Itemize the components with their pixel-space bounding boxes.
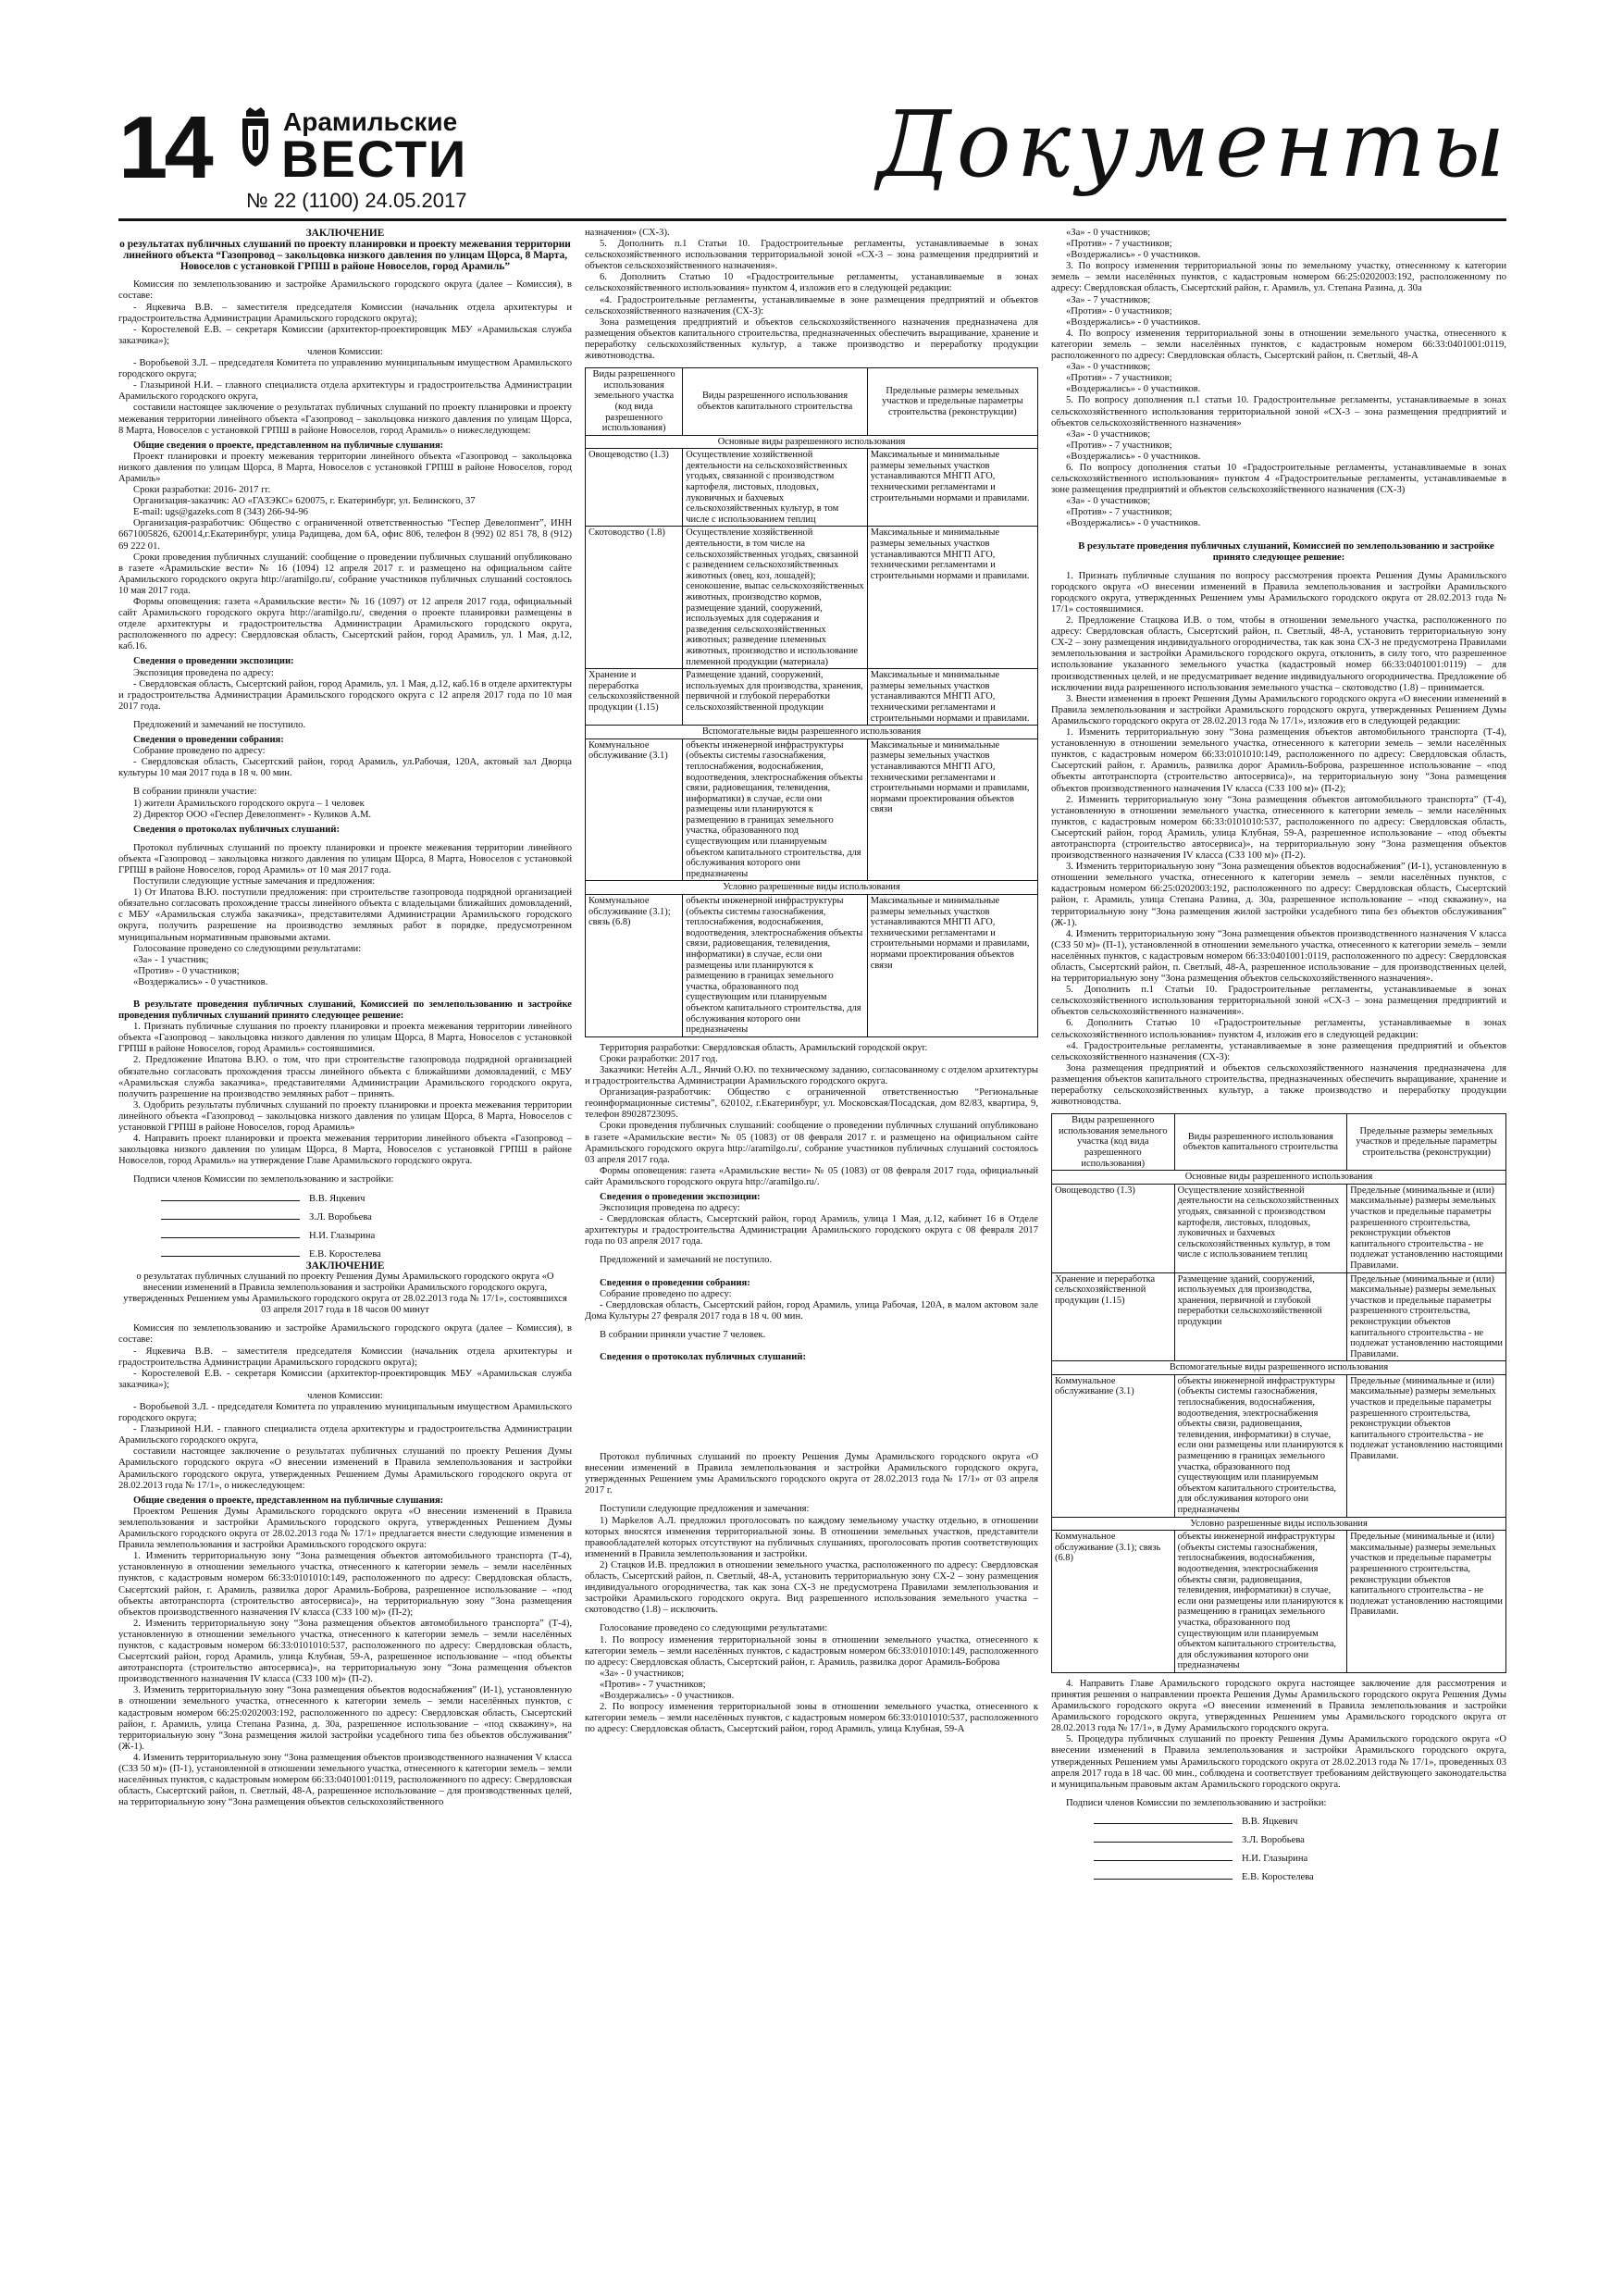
paragraph: Комиссия по землепользованию и застройке Арамильского городского округа (далее – Комиссия), в составе: (118, 1323, 572, 1346)
paragraph: Голосование проведено со следующими результатами: (133, 943, 362, 954)
paragraph: «За» - 0 участников; (1066, 228, 1151, 238)
paragraph: 2. По вопросу изменения территориальной зоны в отношении земельного участка, отнесенного к категории земель – земли населённых пунктов, с кадастровым номером 66:33:0101010:537, расположенного по адресу: Свердловская область, Сысертский район, город Арамиль, улица Клубная, 59-А (585, 1702, 1038, 1735)
masthead (118, 93, 1511, 222)
paragraph: «Против» - 7 участников; (1066, 239, 1172, 250)
conclusion-subtitle-1: о результатах публичных слушаний по проекту планировки и проекту межевания территории линейного объекта “Газопровод – закольцовка низкого давления по улицам Щорса, 8 Марта, Новоселов с установкой ГРПШ в районе Новоселов, город Арамиль” (119, 239, 571, 273)
table-subheader: Вспомогательные виды разрешенного использования (1052, 1361, 1506, 1375)
paragraph: 1. Изменить территориальную зону “Зона размещения объектов автомобильного транспорта (Т-4), установленную в отношении земельного участка, отнесенного к категории земель – земли населённых пунктов, с кадастровым номером 66:33:0101010:149, расположенного по адресу: Свердловская область, Сысертский район, г. Арамиль, развилка дорог Арамиль-Боброва, разрешенное использование – «под объекты автотранспорта (строительство автосервиса)», на территориальную зону “Зона размещения объектов производственного назначения IV класса (СЗЗ 100 м)» (П-2); (1051, 727, 1506, 794)
brand-line2: ВЕСТИ (281, 130, 468, 188)
paragraph: 6. По вопросу дополнения статьи 10 «Градостроительные регламенты, устанавливаемые в зонах сельскохозяйственного использования» пунктом 4 «Градостроительные регламенты, устанавливаемые в зоне размещения предприятий и объектов сельскохозяйственного назначения (СХ-3) (1051, 462, 1506, 496)
paragraph: Экспозиция проведена по адресу: (600, 1203, 740, 1214)
brand-line1: Арамильские (283, 107, 458, 136)
paragraph: Собрание проведено по адресу: (133, 746, 266, 757)
paragraph: «Против» - 7 участников; (1066, 440, 1172, 451)
table-row: Хранение и переработка сельскохозяйственной продукции (1.15) Размещение зданий, сооружений, используемых для производства, хранения, первичной и глубокой переработки сельскохозяйственной продукции Предельные (минимальные и (или) максимальные) размеры земельных участков и предельные параметры разрешенного строительства, реконструкции объектов капитального строительства - не подлежат установлению настоящими Правилами. (1052, 1272, 1506, 1361)
table-header: Предельные размеры земельных участков и предельные параметры строительства (реконструкции) (1347, 1114, 1506, 1171)
paragraph: - Свердловская область, Сысертский район, город Арамиль, улица 1 Мая, д.12, кабинет 16 в Отделе архитектуры и градостроительства Администрации Арамильского городского округа с 08 февраля 2017 года по 03 апреля 2017 года. (585, 1214, 1038, 1247)
paragraph: 1. Признать публичные слушания по вопросу рассмотрения проекта Решения Думы Арамильского городского округа «О внесении изменений в Правила землепользования и застройки Арамильского городского округа, утвержденных Решением умы Арамильского городского округа от 28.02.2013 года № 17/1» состоявшимися. (1051, 570, 1506, 614)
paragraph: «Воздержались» - 0 участников. (600, 1690, 735, 1701)
paragraph: - Воробьевой З.Л. – председателя Комитета по управлению муниципальным имуществом Арамильского городского округа; (118, 358, 572, 380)
paragraph: 1. Признать публичные слушания по проекту планировки и проекта межевания территории линейного объекта «Газопровод – закольцовка низкого давления по улицам Щорса, 8 Марта, Новоселов с установкой ГРПШ в районе Новоселов, город Арамиль» состоявшимися. (118, 1022, 572, 1055)
section-heading: Сведения о проведении экспозиции: (600, 1191, 761, 1202)
paragraph: «За» - 7 участников; (1066, 294, 1151, 305)
paragraph: Протокол публичных слушаний по проекту планировки и проекте межевания территории линейного объекта «Газопровод – закольцовка низкого давления по улицам Щорса, 8 Марта, Новоселов с установкой ГРПШ в районе Новоселов, город Арамиль» от 10 мая 2017 года. (118, 842, 572, 875)
header-rule (118, 218, 1506, 221)
table-row: Коммунальное обслуживание (3.1) объекты инженерной инфраструктуры (объекты системы газоснабжения, теплоснабжения, водоснабжения, водоотведения, электроснабжения объекты связи, радиовещания, телевидения, информатики) в случае, если они размещены или планируются к размещению в границах земельного участка, образованного под существующим или планируемым объектом капитального строительства, для обслуживания которого они предназначены Максимальные и минимальные размеры земельных участков устанавливаются МНГП АГО, техническими регламентами и строительными нормами и правилами, нормами проектирования объектов связи (586, 738, 1038, 881)
paragraph: Предложений и замечаний не поступило. (600, 1255, 773, 1266)
table-row: Скотоводство (1.8) Осуществление хозяйственной деятельности, в том числе на сельскохозяйственных угодьях, связанной с разведением сельскохозяйственных животных (овец, коз, лошадей); сенокошение, выпас сельскохозяйственных животных, производство кормов, размещение зданий, сооружений, используемых для содержания и разведения сельскохозяйственных животных; разведение племенных животных, производство и использование племенной продукции (материала) Максимальные и минимальные размеры земельных участков устанавливаются МНГП АГО, техническими регламентами и строительными нормами и правилами. (586, 527, 1038, 669)
paragraph: «Против» - 0 участников; (133, 965, 240, 976)
paragraph: Сроки разработки: 2017 год. (600, 1053, 718, 1064)
table-row: Хранение и переработка сельскохозяйственной продукции (1.15) Размещение зданий, сооружений, используемых для производства, хранения, первичной и глубокой переработки сельскохозяйственной продукции Максимальные и минимальные размеры земельных участков устанавливаются МНГП АГО, техническими регламентами и строительными нормами и правилами. (586, 669, 1038, 726)
paragraph: Сроки проведения публичных слушаний: сообщение о проведении публичных слушаний опубликовано в газете «Арамильские вести» № 16 (1094) 12 апреля 2017 г. и размещено на официальном сайте Арамильского городского округа http://aramilgo.ru/, собрание участников публичных слушаний состоялось 10 мая 2017 года. (118, 552, 572, 596)
section-heading: Сведения о проведении собрания: (600, 1277, 750, 1288)
paragraph: 5. Дополнить п.1 Статьи 10. Градостроительные регламенты, устанавливаемые в зонах сельскохозяйственного использования территориальной зоной «СХ-3 – зона размещения предприятий и объектов сельскохозяйственного назначения». (1051, 985, 1506, 1018)
paragraph: 3. Изменить территориальную зону “Зона размещения объектов водоснабжения” (И-1), установленную в отношении земельного участка, отнесенного к категории земель – земли населённых пунктов, с кадастровым номером 66:25:0202003:192, расположенного по адресу: Свердловская область, Сысертский район, г. Арамиль, улица Степана Разина, д. 30а, разрешенное использование – «под скважину», на территориальную зону “Зона размещения жилой застройки усадебного типа без объектов обслуживания” (Ж-1). (118, 1685, 572, 1752)
signature-line: Е.В. Коростелева (118, 1249, 572, 1260)
paragraph: «Против» - 0 участников; (1066, 305, 1172, 316)
paragraph: 1) От Ипатова В.Ю. поступили предложения: при строительстве газопровода подрядной организацией обязательно согласовать прохождение трассы линейного объекта с владельцами ближайших домовладений, с МБУ «Арамильская служба заказчика», представителями Администрации Арамильского городского округа, получить разрешение на производство земляных работ в порядке, предусмотренном муниципальным нормативным правовыми актами. (118, 887, 572, 943)
paragraph: составили настоящее заключение о результатах публичных слушаний по проекту Решения Думы Арамильского городского округа «О внесении изменений в Правила землепользования и застройки Арамильского городского округа, утвержденных Решением Думы Арамильского городского округа от 28.02.2013 года № 17/1», о нижеследующем: (118, 1446, 572, 1491)
paragraph: «Воздержались» - 0 участников. (1066, 451, 1201, 462)
paragraph: 3. Изменить территориальную зону “Зона размещения объектов водоснабжения” (И-1), установленную в отношении земельного участка, отнесенного к категории земель – земли населённых пунктов, с кадастровым номером 66:25:0202003:192, расположенного по адресу: Свердловская область, Сысертский район, г. Арамиль, улица Степана Разина, д. 30а, разрешенное использование – «под скважину», на территориальную зону “Зона размещения жилой застройки усадебного типа без объектов обслуживания” (Ж-1). (1051, 862, 1506, 928)
paragraph: назначения» (СХ-3). (585, 228, 670, 238)
paragraph: «Против» - 7 участников; (1066, 373, 1172, 384)
regulations-table-1 (585, 367, 1038, 1037)
conclusion-title-2: ЗАКЛЮЧЕНИЕ (305, 1260, 385, 1272)
paragraph: Организация-заказчик: АО «ГАЗЭКС» 620075, г. Екатеринбург, ул. Белинского, 37 (133, 496, 476, 507)
section-heading: Сведения о протоколах публичных слушаний: (600, 1352, 807, 1362)
paragraph: «За» - 0 участников; (1066, 362, 1151, 373)
paragraph: Формы оповещения: газета «Арамильские вести» № 05 (1083) от 08 февраля 2017 года, официальный сайт Арамильского городского округа http://aramilgo.ru/. (585, 1165, 1038, 1187)
signatures-intro: Подписи членов Комиссии по землепользованию и застройки: (133, 1174, 394, 1185)
paragraph: «Воздержались» - 0 участников. (1066, 518, 1201, 529)
paragraph: 5. По вопросу дополнения п.1 статьи 10. Градостроительные регламенты, устанавливаемые в зонах сельскохозяйственного использования территориальной зоной «СХ-3 – зона размещения предприятий и объектов сельскохозяйственного назначения» (1051, 395, 1506, 428)
paragraph: 5. Процедура публичных слушаний по проекту Решения Думы Арамильского городского округа «О внесении изменений в Правила землепользования и застройки Арамильского городского округа, утвержденных Решением умы Арамильского городского округа от 28.02.2013 года № 17/1», проведенных 03 апреля 2017 года в 18 час. 00 мин., соблюдена и соответствует требованиям действующего законодательства и муниципальным правовым актам Арамильского городского округа. (1051, 1734, 1506, 1790)
table-header-row (1052, 1114, 1506, 1171)
paragraph: «Воздержались» - 0 участников. (1066, 316, 1201, 328)
signature-line: В.В. Яцкевич (118, 1194, 572, 1205)
paragraph: 2. Изменить территориальную зону “Зона размещения объектов автомобильного транспорта” (Т-4), установленную в отношении земельного участка, отнесенного к категории земель – земли населённых пунктов, с кадастровым номером 66:33:0101010:537, расположенного по адресу: Свердловская область, Сысертский район, город Арамиль, улица Клубная, 59-А, разрешенное использование – «под объекты автотранспорта (строительство автосервиса)», на территориальную зону “Зона размещения объектов производственного назначения IV класса (СЗЗ 100 м)» (П-2). (1051, 794, 1506, 862)
paragraph: 3. По вопросу изменения территориальной зоны по земельному участку, отнесенному к категории земель – земли населённых пунктов, с кадастровым номером 66:25:0202003:192, расположенному по адресу: Свердловская область, Сысертский район, г. Арамиль, ул. Степана Разина, д. 30а (1051, 261, 1506, 294)
column-2 (585, 228, 1038, 2254)
table-header: Виды разрешенного использования объектов капитального строительства (683, 368, 867, 436)
page-number: 14 (118, 98, 210, 197)
paragraph: 5. Дополнить п.1 Статьи 10. Градостроительные регламенты, устанавливаемые в зонах сельскохозяйственного использования территориальной зоной «СХ-3 – зона размещения предприятий и объектов сельскохозяйственного назначения». (585, 239, 1038, 272)
paragraph: 4. Направить Главе Арамильского городского округа настоящее заключение для рассмотрения и принятия решения о направлении проекта Решения Думы Арамильского городского округа Решения Думы Арамильского городского округа «О внесении изменений в Правила землепользования и застройки Арамильского городского округа, утвержденных Решением умы Арамильского городского округа от 28.02.2013 года № 17/1», в Думу Арамильского городского округа. (1051, 1678, 1506, 1734)
paragraph: Зона размещения предприятий и объектов сельскохозяйственного назначения предназначена для размещения объектов капитального строительства, предназначенных обеспечить выращивание, хранение и переработку сельскохозяйственных культур, а также производство и переработку продукции животноводства. (585, 316, 1038, 362)
paragraph: В собрании приняли участие 7 человек. (600, 1329, 766, 1340)
paragraph: 1. Изменить территориальную зону “Зона размещения объектов автомобильного транспорта (Т-4), установленную в отношении земельного участка, отнесенного к категории земель – земли населённых пунктов, с кадастровым номером 66:33:0101010:149, расположенного по адресу: Свердловская область, Сысертский район, г. Арамиль, развилка дорог Арамиль-Боброва, разрешенное использование – «под объекты автотранспорта (строительство автосервиса)», на территориальную зону “Зона размещения объектов производственного назначения IV класса (СЗЗ 100 м)» (П-2); (118, 1551, 572, 1618)
paragraph: Экспозиция проведена по адресу: (133, 667, 274, 678)
signature-line: Н.И. Глазырина (1051, 1854, 1506, 1865)
paragraph: - Свердловская область, Сысертский район, город Арамиль, ул. 1 Мая, д.12, каб.16 в отделе архитектуры и градостроительства Администрации Арамильского городского округа с 12 апреля 2017 года по 10 мая 2017 года. (118, 678, 572, 712)
table-subheader: Условно разрешенные виды использования (1052, 1517, 1506, 1531)
section-heading: В результате проведения публичных слушаний, Комиссией по землепользованию и застройке проведения публичных слушаний принято следующее решение: (118, 999, 572, 1022)
paragraph: - Воробьевой З.Л. - председателя Комитета по управлению муниципальным имуществом Арамильского городского округа; (118, 1402, 572, 1424)
paragraph: 3. Одобрить результаты публичных слушаний по проекту планировки и проекта межевания территории линейного объекта «Газопровод – закольцовка низкого давления по улицам Щорса, 8 Марта, Новоселов с установкой ГРПШ в районе Новоселов, город Арамиль» (118, 1099, 572, 1134)
section-heading: Сведения о проведении собрания: (133, 735, 284, 746)
section-heading: Сведения о проведении экспозиции: (133, 656, 294, 667)
table-row: Коммунальное обслуживание (3.1); связь (6.8) объекты инженерной инфраструктуры (объекты системы газоснабжения, теплоснабжения, водоснабжения, водоотведения, электроснабжения объекты связи, радиовещания, телевидения, информатики) в случае, если они размещены или планируются к размещению в границах земельного участка, образованного под существующим или планируемым объектом капитального строительства, для обслуживания которого они предназначены Предельные (минимальные и (или) максимальные) размеры земельных участков и предельные параметры разрешенного строительства, реконструкции объектов капитального строительства - не подлежат установлению настоящими Правилами. (1052, 1531, 1506, 1673)
paragraph: Формы оповещения: газета «Арамильские вести» № 16 (1097) от 12 апреля 2017 года, официальный сайт Арамильского городского округа http://aramilgo.ru/, сведения о проекте планировки размещены в отделе архитектуры и градостроительства Администрации Арамильского городского округа, расположенного по адресу: Свердловская область, Сысертский район, город Арамиль, ул. 1 Мая, д.12, каб.16. (118, 597, 572, 652)
conclusion-subtitle-2: о результатах публичных слушаний по проекту Решения Думы Арамильского городского округа «О внесении изменений в Правила землепользования и застройки Арамильского городского округа, утвержденных Решением умы Арамильского городского округа от 28.02.2013 года № 17/1», состоявшихся 03 апреля 2017 года в 18 часов 00 минут (123, 1271, 567, 1316)
paragraph: «Против» - 7 участников; (600, 1679, 706, 1690)
paragraph: Проект планировки и проекту межевания территории линейного объекта «Газопровод – закольцовка низкого давления по улицам Щорса, 8 Марта, Новоселов с установкой ГРПШ в районе Новоселов, город Арамиль» (118, 451, 572, 484)
column-3 (1051, 228, 1506, 2254)
coat-of-arms-icon (239, 105, 272, 168)
paragraph: - Яцкевича В.В. – заместителя председателя Комиссии (начальник отдела архитектуры и градостроительства Администрации Арамильского городского округа); (118, 302, 572, 324)
section-heading: Сведения о протоколах публичных слушаний: (133, 824, 341, 835)
paragraph: Голосование проведено со следующими результатами: (600, 1623, 828, 1634)
paragraph: «Против» - 7 участников; (1066, 507, 1172, 518)
paragraph: Территория разработки: Свердловская область, Арамильский городской округ. (600, 1042, 928, 1053)
table-header: Предельные размеры земельных участков и предельные параметры строительства (реконструкции) (867, 368, 1037, 436)
signatures-intro: Подписи членов Комиссии по землепользованию и застройки: (1066, 1797, 1327, 1808)
paragraph: В собрании приняли участие: (133, 787, 257, 798)
paragraph: 2. Предложение Стацкова И.В. о том, чтобы в отношении земельного участка, расположенного по адресу: Свердловская область, Сысертский район, п. Светлый, 48-А, установить территориальную зону СХ-2 – зону размещения индивидуального огородничества, так как зона СХ-3 не предусмотрена Правилами землепользования и застройки Арамильского городского округа, отклонить, в силу того, что разрешенное использование указанного земельного участка (кадастровый номер 66:33:0401001:0119) – для производственных целей, и не предусматривает ведение индивидуального огородничества. Предложение об исключении вида разрешенного использования земельного участка – скотоводство (1.8) – принимается. (1051, 615, 1506, 693)
table-header: Виды разрешенного использования земельного участка (код вида разрешенного использования) (586, 368, 683, 436)
table-header: Виды разрешенного использования объектов капитального строительства (1174, 1114, 1347, 1171)
paragraph: - Коростелевой Е.В. - секретаря Комиссии (архитектор-проектировщик МБУ «Арамильская служба заказчика»); (118, 1368, 572, 1390)
paragraph: Комиссия по землепользованию и застройке Арамильского городского округа (далее – Комиссия), в составе: (118, 279, 572, 302)
table-subheader: Основные виды разрешенного использования (586, 435, 1038, 449)
paragraph: 1) Марkелов А.Л. предложил проголосовать по каждому земельному участку отдельно, в отношении которых вносятся изменения территориальной зоны. В отношении земельных участков, представители правообладателей которых отсутствуют на публичных слушаниях, проголосовать против соответствующих изменений в Правила землепользования и застройки. (585, 1515, 1038, 1559)
paragraph: 4. Направить проект планировки и проекта межевания территории линейного объекта «Газопровод – закольцовка низкого давления по улицам Щорса, 8 Марта, Новоселов с установкой ГРПШ в районе Новоселов, город Арамиль» на утверждение Главе Арамильского городского округа. (118, 1134, 572, 1167)
paragraph: 2) Стацков И.В. предложил в отношении земельного участка, расположенного по адресу: Свердловская область, Сысертский район, п. Светлый, 48-А, установить территориальную зону СХ-2 – зону размещения индивидуального огородничества, так как зона СХ-3 не предусмотрена Правилами землепользования и застройки Арамильского городского округа. Вид разрешенного использования земельного участка – скотоводство (1.8) – исключить. (585, 1559, 1038, 1616)
table-subheader: Вспомогательные виды разрешенного использования (586, 726, 1038, 739)
signature-line: З.Л. Воробьева (1051, 1835, 1506, 1846)
signature-line: Е.В. Коростелева (1051, 1872, 1506, 1883)
column-1 (118, 228, 572, 2254)
paragraph: Сроки проведения публичных слушаний: сообщение о проведении публичных слушаний опубликовано в газете «Арамильские вести» № 05 (1083) от 08 февраля 2017 г. и размещено на официальном сайте Арамильского городского округа http://aramilgo.ru/, собрание участников публичных слушаний состоялось 03 апреля 2017 года. (585, 1121, 1038, 1165)
signature-line: Н.И. Глазырина (118, 1231, 572, 1242)
section-heading: Общие сведения о проекте, представленном на публичные слушания: (133, 440, 444, 451)
paragraph: 3. Внести изменения в проект Решения Думы Арамильского городского округа «О внесении изменений в Правила землепользования и застройки Арамильского городского округа, утвержденных Решением Думы Арамильского городского округа от 28.02.2013 года № 17/1», изложив его в следующей редакции: (1051, 693, 1506, 726)
section-heading: Общие сведения о проекте, представленном на публичные слушания: (133, 1495, 444, 1506)
paragraph: 4. Изменить территориальную зону “Зона размещения объектов производственного назначения V класса (СЗЗ 50 м)» (П-1), установленной в отношении земельного участка, отнесенного к категории земель – земли населённых пунктов, с кадастровым номером 66:33:0401001:0119, расположенного по адресу: Свердловская область, Сысертский район, п. Светлый, 48-А, разрешенное использование – для производственных целей, на территориальную зону “Зона размещения объектов сельскохозяйственного (118, 1752, 572, 1808)
paragraph: 4. По вопросу изменения территориальной зоны в отношении земельного участка, отнесенного к категории земель – земли населённых пунктов, с кадастровым номером 66:33:0401001:0119, расположенного по адресу: Свердловская область, Сысертский район, п. Светлый, 48-А (1051, 328, 1506, 362)
table-row: Овощеводство (1.3) Осуществление хозяйственной деятельности на сельскохозяйственных угодьях, связанной с производством картофеля, листовых, плодовых, луковичных и бахчевых сельскохозяйственных культур, в том числе с использованием теплиц Предельные (минимальные и (или) максимальные) размеры земельных участков и предельные параметры разрешенного строительства, реконструкции объектов капитального строительства - не подлежат установлению настоящими Правилами. (1052, 1184, 1506, 1272)
paragraph: Заказчики: Нетейн А.Л., Янчий О.Ю. по техническому заданию, согласованному с отделом архитектуры и градостроительства Администрации Арамильского городского округа. (585, 1064, 1038, 1087)
paragraph: «4. Градостроительные регламенты, устанавливаемые в зоне размещения предприятий и объектов сельскохозяйственного назначения (СХ-3): (585, 294, 1038, 316)
paragraph: 1. По вопросу изменения территориальной зоны в отношении земельного участка, отнесенного к категории земель – земли населённых пунктов, с кадастровым номером 66:33:0101010:149, расположенного по адресу: Свердловская область, Сысертский район, г. Арамиль, развилка дорог Арамиль-Боброва (585, 1634, 1038, 1668)
paragraph: «Воздержались» - 0 участников. (1066, 384, 1201, 395)
table-row: Коммунальное обслуживание (3.1) объекты инженерной инфраструктуры (объекты системы газоснабжения, теплоснабжения, водоснабжения, водоотведения, электроснабжения объекты связи, радиовещания, телевидения, информатики) в случае, если они размещены или планируются к размещению в границах земельного участка, образованного под существующим или планируемым объектом капитального строительства, для обслуживания которого они предназначены Предельные (минимальные и (или) максимальные) размеры земельных участков и предельные параметры разрешенного строительства, реконструкции объектов капитального строительства - не подлежат установлению настоящими Правилами. (1052, 1374, 1506, 1517)
paragraph: 6. Дополнить Статью 10 «Градостроительные регламенты, устанавливаемые в зонах сельскохозяйственного использования» пунктом 4, изложив его в следующей редакции: (1051, 1018, 1506, 1040)
table-subheader: Условно разрешенные виды использования (586, 881, 1038, 895)
table-row: Овощеводство (1.3) Осуществление хозяйственной деятельности на сельскохозяйственных угодьях, связанной с производством картофеля, листовых, плодовых, луковичных и бахчевых сельскохозяйственных культур, в том числе с использованием теплиц Максимальные и минимальные размеры земельных участков устанавливаются МНГП АГО, техническими регламентами и строительными нормами и правилами. (586, 449, 1038, 527)
paragraph: Организация-разработчик: Общество с ограниченной ответственностью “Региональные геоинформационные системы”, 620102, г.Екатеринбург, ул. Московская/Посадская, дом 82/83, квартира, 9, телефон 89028723095. (585, 1087, 1038, 1121)
paragraph: 1) жители Арамильского городского округа – 1 человек (133, 798, 365, 809)
signature-line: В.В. Яцкевич (1051, 1817, 1506, 1828)
paragraph: Предложений и замечаний не поступило. (133, 719, 306, 730)
paragraph: 6. Дополнить Статью 10 «Градостроительные регламенты, устанавливаемые в зонах сельскохозяйственного использования» пунктом 4, изложив его в следующей редакции: (585, 272, 1038, 294)
paragraph: Собрание проведено по адресу: (600, 1288, 732, 1299)
table-row: Коммунальное обслуживание (3.1); связь (6.8) объекты инженерной инфраструктуры (объекты системы газоснабжения, теплоснабжения, водоснабжения, водоотведения, электроснабжения объекты связи, радиовещания, телевидения, информатики) в случае, если они размещены или планируются к размещению в границах земельного участка, образованного под существующим или планируемым объектом капитального строительства, для обслуживания которого они предназначены Максимальные и минимальные размеры земельных участков устанавливаются МНГП АГО, техническими регламентами и строительными нормами и правилами, нормами проектирования объектов связи (586, 895, 1038, 1037)
paragraph: 4. Изменить территориальную зону “Зона размещения объектов производственного назначения V класса (СЗЗ 50 м)» (П-1), установленной в отношении земельного участка, отнесенного к категории земель – земли населённых пунктов, с кадастровым номером 66:33:0401001:0119, расположенного по адресу: Свердловская область, Сысертский район, п. Светлый, 48-А, разрешенное использование – для производственных целей, на территориальную зону “Зона размещения объектов сельскохозяйственного назначения». (1051, 928, 1506, 985)
paragraph: «За» - 0 участников; (1066, 496, 1151, 507)
paragraph: «За» - 0 участников; (600, 1668, 685, 1679)
table-subheader: Основные виды разрешенного использования (1052, 1171, 1506, 1185)
paragraph: 2) Директор ООО «Геспер Девелопмент» - Куликов А.М. (133, 809, 372, 820)
conclusion-title-1: ЗАКЛЮЧЕНИЕ (305, 228, 385, 239)
paragraph: Организация-разработчик: Общество с ограниченной ответственностью “Геспер Девелопмент”, ИНН 6671005826, 620014,г.Екатеринбург, улица Радищева, дом 6А, офис 806, телефон 8 (992) 02 851 78, 8 (912) 69 222 01. (118, 518, 572, 552)
section-heading: В результате проведения публичных слушаний, Комиссией по землепользованию и застройке принято следующее решение: (1078, 540, 1494, 563)
paragraph: членов Комиссии: (307, 1390, 383, 1401)
paragraph: Поступили следующие предложения и замечания: (600, 1504, 810, 1515)
paragraph: Проектом Решения Думы Арамильского городского округа «О внесении изменений в Правила землепользования и застройки Арамильского городского округа, утвержденных Решением Думы Арамильского городского округа от 28.02.2013 года № 17/1» предлагается внести следующие изменения в Правила землепользования и застройки Арамильского городского округа: (118, 1506, 572, 1551)
table-header: Виды разрешенного использования земельного участка (код вида разрешенного использования) (1052, 1114, 1175, 1171)
paragraph: - Свердловская область, Сысертский район, город Арамиль, ул.Рабочая, 120А, актовый зал Дворца культуры 10 мая 2017 года в 18 ч. 00 мин. (118, 757, 572, 779)
paragraph: - Свердловская область, Сысертский район, город Арамиль, улица Рабочая, 120А, в малом актовом зале Дома Культуры 27 февраля 2017 года в 18 ч. 00 мин. (585, 1299, 1038, 1322)
section-title: Документы (877, 93, 1511, 198)
paragraph: - Глазыриной Н.И. - главного специалиста отдела архитектуры и градостроительства Администрации Арамильского городского округа, (118, 1424, 572, 1446)
paragraph: E-mail: ugs@gazeks.com 8 (343) 266-94-96 (133, 507, 308, 518)
paragraph: Сроки разработки: 2016- 2017 гг. (133, 485, 271, 496)
paragraph: «За» - 0 участников; (1066, 428, 1151, 440)
paragraph: составили настоящее заключение о результатах публичных слушаний по проекту планировки и проекту межевания территории линейного объекта «Газопровод – закольцовка низкого давления по улицам Щорса, 8 Марта, Новоселов с установкой ГРПШ в районе Новоселов, город Арамиль» о нижеследующем: (118, 403, 572, 436)
signature-line: З.Л. Воробьева (118, 1212, 572, 1223)
paragraph: - Яцкевича В.В. – заместителя председателя Комиссии (начальник отдела архитектуры и градостроительства Администрации Арамильского городского округа); (118, 1346, 572, 1368)
issue-number: № 22 (1100) 24.05.2017 (246, 189, 467, 212)
paragraph: Зона размещения предприятий и объектов сельскохозяйственного назначения предназначена для размещения объектов капитального строительства, предназначенных обеспечить выращивание, хранение и переработку сельскохозяйственных культур, а также производство и переработку продукции животноводства. (1051, 1062, 1506, 1108)
paragraph: - Коростелевой Е.В. – секретаря Комиссии (архитектор-проектировщик МБУ «Арамильская служба заказчика»); (118, 324, 572, 346)
paragraph: - Глазыриной Н.И. – главного специалиста отдела архитектуры и градостроительства Администрации Арамильского городского округа, (118, 380, 572, 403)
regulations-table-2 (1051, 1113, 1506, 1673)
paragraph: «За» - 1 участник; (133, 954, 209, 965)
paragraph: Поступили следующие устные замечания и предложения: (133, 876, 376, 887)
paragraph: «Воздержались» - 0 участников. (1066, 250, 1201, 261)
paragraph: членов Комиссии: (307, 346, 383, 357)
paragraph: 2. Предложение Ипатова В.Ю. о том, что при строительстве газопровода подрядной организацией обязательно согласовать прохождения трассы линейного объекта с ближайшими домовладений, с МБУ «Арамильская служба заказчика», представителями Администрации Арамильского городского округа, получить разрешение на производство земляных работ – принять. (118, 1055, 572, 1099)
table-header-row (586, 368, 1038, 436)
paragraph: «4. Градостроительные регламенты, устанавливаемые в зоне размещения предприятий и объектов сельскохозяйственного назначения (СХ-3): (1051, 1040, 1506, 1062)
paragraph: Протокол публичных слушаний по проекту Решения Думы Арамильского городского округа «О внесении изменений в Правила землепользования и застройки Арамильского городского округа, утвержденных Решением умы Арамильского городского округа от 28.02.2013 года № 17/1» от 03 апреля 2017 г. (585, 1452, 1038, 1496)
paragraph: «Воздержались» - 0 участников. (133, 976, 268, 987)
paragraph: 2. Изменить территориальную зону “Зона размещения объектов автомобильного транспорта” (Т-4), установленную в отношении земельного участка, отнесенного к категории земель – земли населённых пунктов, с кадастровым номером 66:33:0101010:537, расположенного по адресу: Свердловская область, Сысертский район, город Арамиль, улица Клубная, 59-А, разрешенное использование – «под объекты автотранспорта (строительство автосервиса)», на территориальную зону “Зона размещения объектов производственного назначения IV класса (СЗЗ 100 м)» (П-2). (118, 1618, 572, 1685)
